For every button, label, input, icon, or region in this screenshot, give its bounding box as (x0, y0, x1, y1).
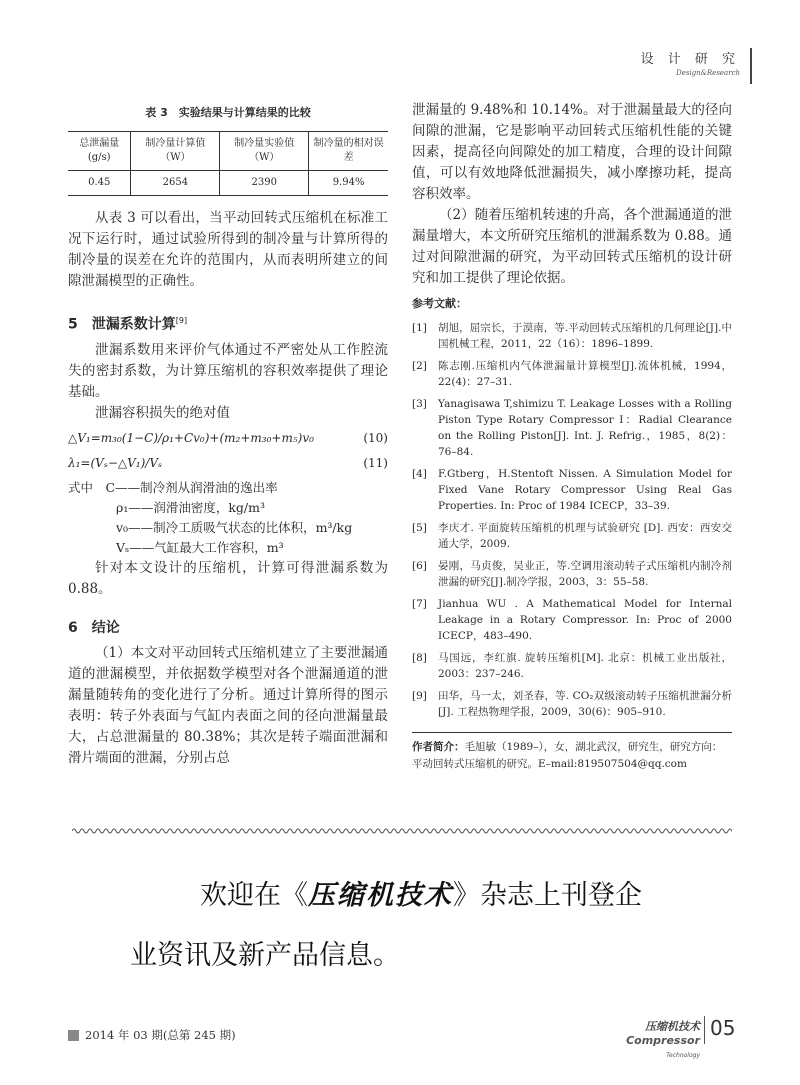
citation: [9] (175, 316, 188, 325)
table-row (68, 171, 388, 196)
paragraph: 泄漏量的 9.48%和 10.14%。对于泄漏量最大的径向间隙的泄漏，它是影响平动回转式压缩机性能的关键因素，提高径向间隙处的加工精度，合理的设计间隙值，可以有效地降低泄漏损失，减小摩擦功耗，提高容积效率。 (412, 102, 732, 202)
reference-text: 马国远，李红旗. 旋转压缩机[M]. 北京：机械工业出版社，2003：237–246. (438, 652, 732, 680)
references-heading: 参考文献： (412, 297, 467, 310)
reference-text: 胡旭，屈宗长，于漠南，等.平动回转式压缩机的几何理论[J].中国机械工程，2011，22（16）：1896–1899. (438, 322, 732, 350)
logo-en-small: Technology (666, 1052, 700, 1059)
ad-text: 欢迎在《 (200, 880, 308, 911)
reference-text: 晏刚，马贞俊，吴业正，等.空调用滚动转子式压缩机内制冷剂泄漏的研究[J].制冷学报，2003，3：55–58. (438, 560, 732, 588)
reference-item (412, 396, 732, 460)
right-column (412, 100, 732, 773)
square-icon (68, 1030, 79, 1041)
ad-line-1 (130, 866, 690, 926)
reference-list (412, 320, 732, 720)
table-cell: 0.45 (88, 177, 111, 188)
paragraph: （1）本文对平动回转式压缩机建立了主要泄漏通道的泄漏模型，并依据数学模型对各个泄漏通道的泄漏量随转角的变化进行了分析。通过计算所得的图示表明：转子外表面与气缸内表面之间的径向泄漏量最大，占总泄漏量的 80.38%；其次是转子端面泄漏和滑片端面的泄漏，分别占总 (68, 644, 388, 766)
left-column (68, 100, 388, 769)
table-cell: 9.94% (309, 171, 388, 196)
definition-item: v₀——制冷工质吸气状态的比体积，m³/kg (116, 519, 353, 535)
formula-number: (11) (363, 455, 388, 470)
formula-expression: △V₁=m₃₀(1−C)/ρ₁+Cv₀)+(m₂+m₃₀+m₅)v₀ (68, 430, 314, 445)
running-header (641, 48, 740, 77)
section-title: 5 泄漏系数计算 (68, 316, 176, 333)
ad-line-2: 业资讯及新产品信息。 (130, 940, 400, 971)
definition-item: 式中 C——制冷剂从润滑油的逸出率 (68, 479, 278, 495)
table-header-row (68, 132, 388, 171)
reference-item (412, 358, 732, 390)
reference-text: 李庆才. 平面旋转压缩机的机理与试验研究 [D]. 西安：西安交通大学，2009. (438, 522, 732, 550)
paragraph: 针对本文设计的压缩机，计算可得泄漏系数为 0.88。 (68, 559, 388, 597)
reference-number: [3] (412, 398, 427, 410)
reference-number: [5] (412, 522, 427, 534)
table-header-cell: 总泄漏量(g/s) (79, 138, 120, 163)
formula (68, 428, 388, 449)
table-cell: 2654 (131, 171, 220, 196)
ad-text: 》杂志上刊登企 (453, 880, 642, 911)
variable-definitions (68, 478, 388, 558)
reference-number: [4] (412, 468, 427, 480)
reference-item (412, 558, 732, 590)
logo-en: Compressor (626, 1034, 700, 1047)
author-divider (412, 732, 732, 733)
definition-item: ρ₁——润滑油密度，kg/m³ (116, 499, 266, 515)
reference-text: Yanagisawa T,shimizu T. Leakage Losses with a Rolling Piston Type Rotary Compressor Ⅰ：Radial Clearance on the Rolling Piston[J]. Int. J. Refrig.，1985，8(2)：76–84. (438, 398, 732, 458)
reference-number: [2] (412, 360, 427, 372)
issue-text: 2014 年 03 期(总第 245 期) (85, 1028, 236, 1042)
header-rule (750, 48, 752, 84)
table-header-cell: 制冷量实验值（W） (220, 132, 309, 171)
reference-item (412, 650, 732, 682)
definition-item: Vₛ——气缸最大工作容积，m³ (116, 539, 284, 555)
reference-text: Jianhua WU . A Mathematical Model for Internal Leakage in a Rotary Compressor. In: Proc of 2000 ICECP，483–490. (438, 598, 732, 642)
reference-item (412, 596, 732, 644)
reference-text: 陈志刚.压缩机内气体泄漏量计算模型[J].流体机械，1994，22(4)：27–31. (438, 360, 732, 388)
reference-item (412, 688, 732, 720)
header-subtitle: Design&Research (676, 69, 740, 77)
section-heading (68, 310, 388, 336)
table-caption: 表 3 实验结果与计算结果的比较 (145, 106, 311, 119)
paragraph: 从表 3 可以看出，当平动回转式压缩机在标准工况下运行时，通过试验所得到的制冷量与计算所得的制冷量的误差在允许的范围内，从而表明所建立的间隙泄漏模型的正确性。 (68, 210, 388, 289)
table-cell: 2390 (220, 171, 309, 196)
table-header-cell: 制冷量计算值（W） (131, 132, 220, 171)
journal-logo (600, 1018, 700, 1060)
table-header-cell: 制冷量的相对误差 (309, 132, 388, 171)
reference-number: [1] (412, 322, 427, 334)
header-title: 设 计 研 究 (640, 52, 740, 67)
paragraph: 泄漏容积损失的绝对值 (95, 404, 230, 421)
reference-text: 田华，马一太，刘圣春，等. CO₂双级滚动转子压缩机泄漏分析[J]. 工程热物理学报，2009，30(6)：905–910. (438, 690, 732, 718)
author-label: 作者简介： (412, 741, 465, 753)
reference-number: [9] (412, 690, 427, 702)
wavy-divider (72, 826, 732, 836)
logo-cn: 压缩机技术 (645, 1020, 700, 1033)
reference-number: [8] (412, 652, 427, 664)
reference-number: [6] (412, 560, 427, 572)
formula-expression: λ₁=(Vₛ−△V₁)/Vₛ (68, 455, 163, 470)
footer-separator (704, 1016, 705, 1044)
section-heading: 6 结论 (68, 619, 120, 636)
author-text: 毛旭敏（1989–），女，湖北武汉，研究生，研究方向：平动回转式压缩机的研究。E–mail:819507504@qq.com (412, 741, 723, 770)
page-number: 05 (710, 1016, 736, 1040)
reference-text: F.Gtberg，H.Stentoft Nissen. A Simulation Model for Fixed Vane Rotary Compressor Using Real Gas Properties. In: Proc of 1984 ICECP，33–39. (438, 468, 732, 512)
results-table (68, 131, 388, 196)
magazine-brand: 压缩机技术 (308, 880, 453, 911)
formula (68, 453, 388, 474)
advertisement (130, 866, 690, 986)
logo-en-wrap (600, 1034, 700, 1060)
paragraph: （2）随着压缩机转速的升高，各个泄漏通道的泄漏量增大，本文所研究压缩机的泄漏系数为 0.88。通过对间隙泄漏的研究，为平动回转式压缩机的设计研究和加工提供了理论依据。 (412, 207, 732, 286)
reference-item (412, 320, 732, 352)
reference-number: [7] (412, 598, 427, 610)
author-bio (412, 739, 732, 773)
footer-issue (68, 1027, 236, 1043)
paragraph: 泄漏系数用来评价气体通过不严密处从工作腔流失的密封系数，为计算压缩机的容积效率提供了理论基础。 (68, 341, 388, 400)
reference-item (412, 466, 732, 514)
reference-item (412, 520, 732, 552)
formula-number: (10) (363, 430, 388, 445)
